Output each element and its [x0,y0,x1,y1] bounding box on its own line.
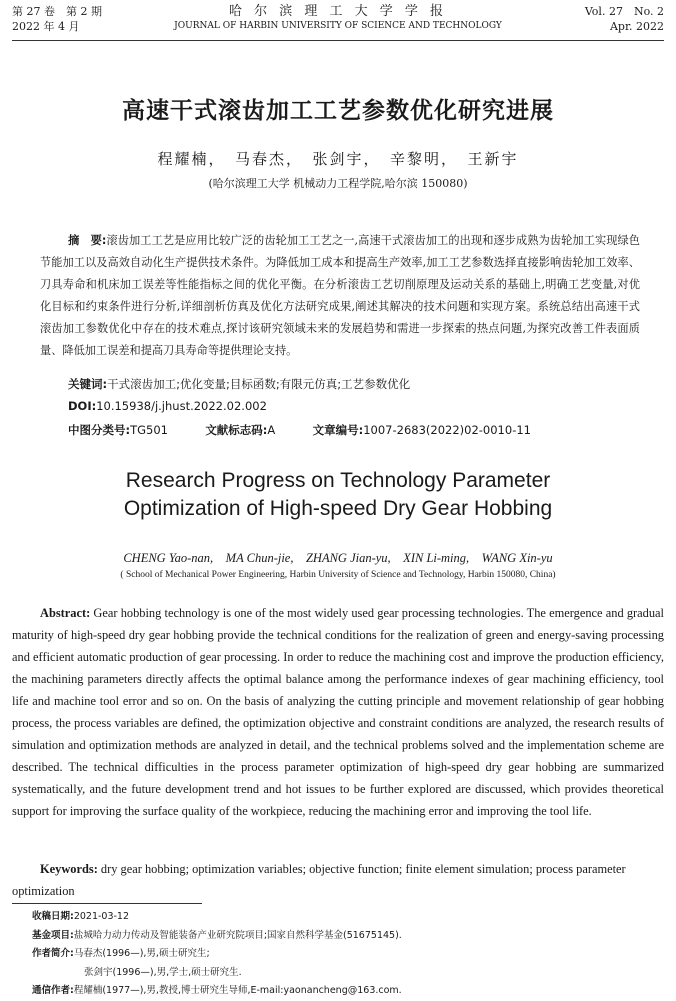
corresponding-value: 程耀楠(1977—),男,教授,博士研究生导师,E-mail:yaonancheng@163.com. [73,985,402,996]
footnote-rule [12,903,202,904]
fund-value: 盐城哈力动力传动及智能装备产业研究院项目;国家自然科学基金(51675145). [73,929,402,941]
abstract-cn [40,230,640,362]
author-bio [32,945,402,964]
author-bio-2: 张剑宇(1996—),男,学士,硕士研究生. [84,966,242,978]
paper-title-cn: 高速干式滚齿加工工艺参数优化研究进展 [122,98,554,124]
keywords-en-label: Keywords: [40,862,98,876]
abstract-cn-text: 滚齿加工工艺是应用比较广泛的齿轮加工工艺之一,高速干式滚齿加工的出现和逐步成熟为齿轮加工实现绿色节能加工以及高效自动化生产提供技术条件。为降低加工成本和提高生产效率,加工工艺参数选择直接影响齿轮加工效率、刀具寿命和机床加工误差等性能指标之间的优化平衡。在分析滚齿工艺切削原理及运动关系的基础上,明确工艺变量,对优化目标和约束条件进行分析,详细剖析仿真及优化方法研究成果,阐述其解决的技术问题和实现方案。系统总结出高速干式滚齿加工参数优化中存在的技术难点,探讨该研究领域未来的发展趋势和需进一步探索的热点问题,为探究改善工件表面质量、降低加工误差和提高刀具寿命等提供理论支持。 [40,234,640,357]
article-number-value: 1007-2683(2022)02-0010-11 [363,423,531,437]
doi-label: DOI: [68,399,97,413]
date-en: Apr. 2022 [609,20,664,33]
clc-value: TG501 [130,423,168,437]
authors-cn: 程耀楠， 马春杰， 张剑宇， 辛黎明， 王新宇 [157,150,519,168]
affiliation-cn: (哈尔滨理工大学 机械动力工程学院,哈尔滨 150080) [208,177,468,190]
keywords-cn-text: 干式滚齿加工;优化变量;目标函数;有限元仿真;工艺参数优化 [107,377,411,391]
running-header [12,4,664,38]
header-rule [12,40,664,41]
abstract-en-label: Abstract: [40,606,91,620]
received-value: 2021-03-12 [73,911,130,922]
abstract-cn-label: 摘 要: [68,234,107,247]
title-en-line1: Research Progress on Technology Parameter [125,469,551,492]
abstract-en-text: Gear hobbing technology is one of the most widely used gear processing technologies. The emergence and gradual maturity of high-speed dry gear hobbing provide the technical conditions for the realization of green and energy-saving processing and efficient automatic production of gear processing. In order to reduce the machining cost and improve the production efficiency, the machining parameters directly affects the optimal balance among the performance indexes of gear machining efficiency, tool life and machine tool error and so on. On the basis of analyzing the cutting principle and movement relationship of gear hobbing process, the process variables are defined, the optimization objective and constraint conditions are analyzed, the research results of simulation and optimization methods are analyzed in detail, and the technical problems solved and the implementation scheme are described. The technical difficulties in the process parameter optimization of high-speed dry gear hobbing are summarized systematically, and the future development trend and hot issues to be further explored are discussed, which provides theoretical support for improving the surface quality of the workpiece, reducing the machining error and improving the tool life. [12,606,664,818]
abstract-en [12,602,664,822]
keywords-en [12,858,664,902]
doi-text: 10.15938/j.jhust.2022.02.002 [96,399,267,413]
paper-title-en [0,467,676,523]
doi [68,399,267,413]
received-label: 收稿日期: [32,911,74,922]
author-bio-label: 作者简介: [32,948,74,959]
corresponding-label: 通信作者: [32,985,74,996]
author-bio-1: 马春杰(1996—),男,硕士研究生; [73,948,210,959]
volume-cn: 第 27 卷 第 2 期 [12,5,102,18]
article-number-label: 文章编号: [312,423,364,437]
date-cn: 2022 年 4 月 [12,20,80,33]
title-en-line2: Optimization of High-speed Dry Gear Hobbing [123,497,553,520]
fund-info [32,927,402,946]
journal-name-cn: 哈 尔 滨 理 工 大 学 学 报 [228,4,448,19]
classification [68,422,531,438]
received-date [32,908,402,927]
corresponding-author [32,982,402,1001]
journal-name-en: JOURNAL OF HARBIN UNIVERSITY OF SCIENCE AND TECHNOLOGY [174,21,502,31]
authors-en: CHENG Yao-nan, MA Chun-jie, ZHANG Jian-yu, XIN Li-ming, WANG Xin-yu [123,551,553,565]
header-center [12,4,664,34]
clc-label: 中图分类号: [68,423,131,437]
volume-en: Vol. 27 No. 2 [584,5,664,18]
keywords-en-text: dry gear hobbing; optimization variables; objective function; finite element simulation; process parameter optimization [12,862,626,898]
fund-label: 基金项目: [32,929,74,941]
footnotes [32,908,402,1001]
keywords-cn-label: 关键词: [68,377,108,391]
doc-code-value: A [267,423,276,437]
header-right [585,4,664,34]
doc-code-label: 文献标志码: [205,423,268,437]
keywords-cn [68,376,410,392]
affiliation-en: ( School of Mechanical Power Engineering, Harbin University of Science and Technology, Harbin 150080, China) [120,570,556,580]
